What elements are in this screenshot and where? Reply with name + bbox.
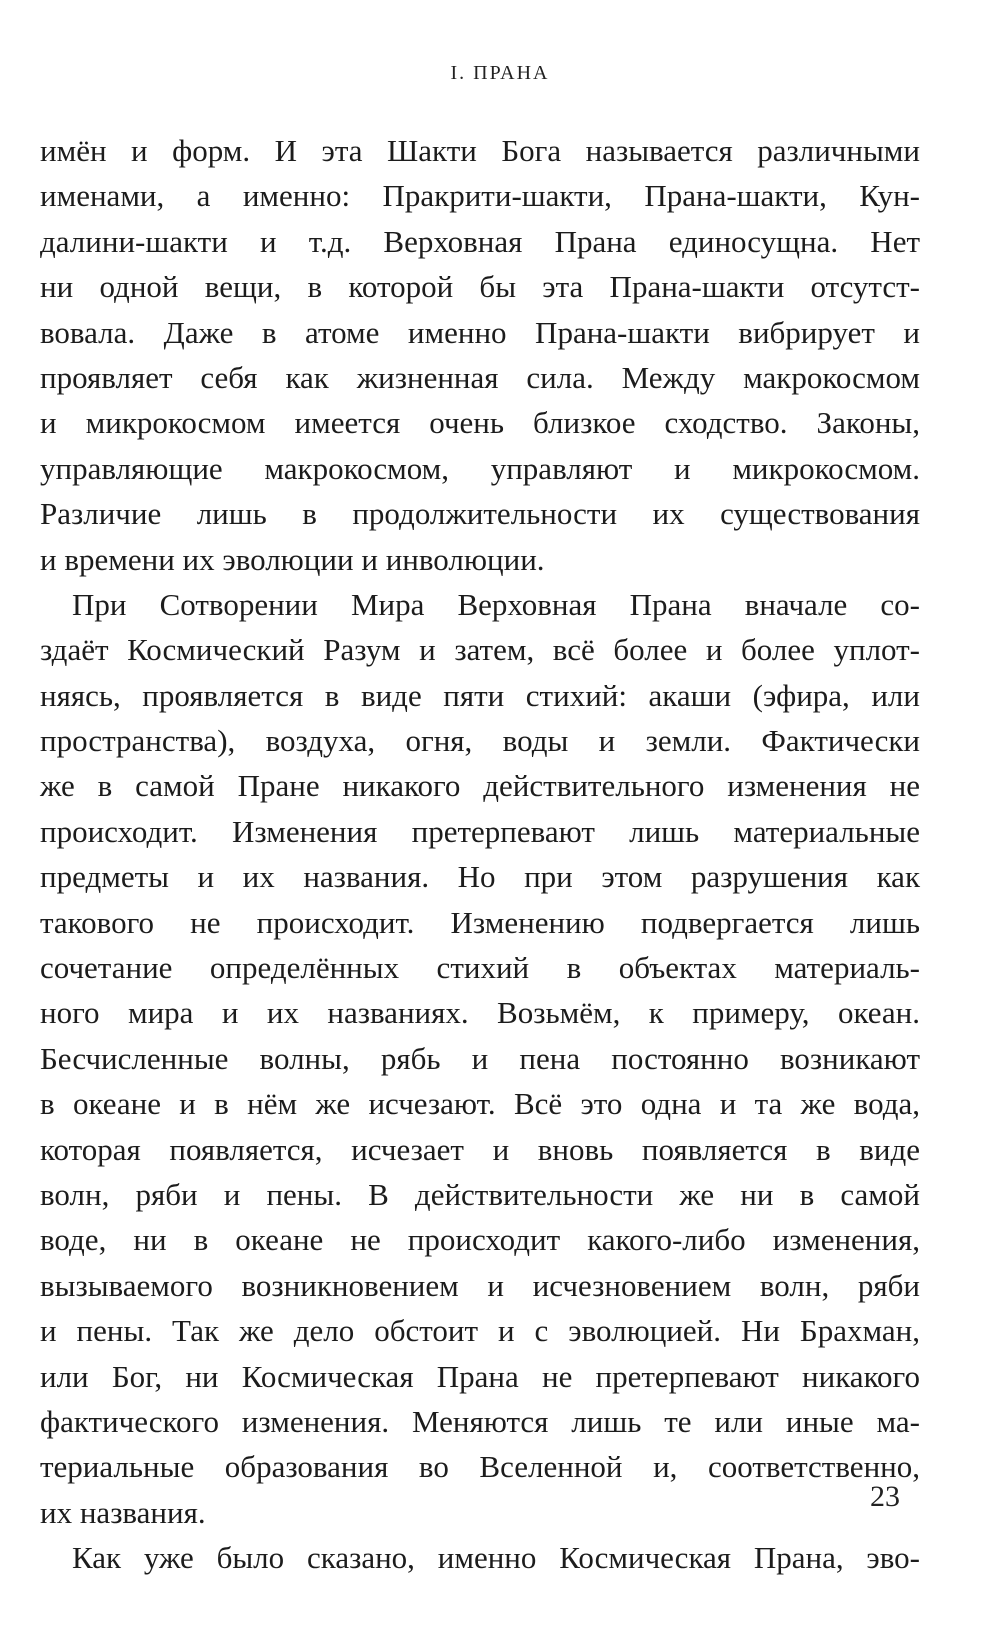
text-line: няясь, проявляется в виде пяти стихий: акаши (эфира, или bbox=[40, 677, 920, 713]
page-number: 23 bbox=[870, 1480, 900, 1513]
text-line: При Сотворении Мира Верховная Прана вначале со- bbox=[72, 586, 920, 622]
text-line: териальные образования во Вселенной и, соответственно, bbox=[40, 1449, 920, 1485]
text-line: же в самой Пране никакого действительного изменения не bbox=[40, 768, 920, 804]
text-line: сочетание определённых стихий в объектах материаль- bbox=[40, 950, 920, 986]
text-line: пространства), воздуха, огня, воды и земли. Фактически bbox=[40, 723, 920, 759]
text-line: вовала. Даже в атоме именно Прана-шакти вибрирует и bbox=[40, 314, 920, 350]
text-line: и пены. Так же дело обстоит и с эволюцией. Ни Брахман, bbox=[40, 1313, 920, 1349]
text-line: происходит. Изменения претерпевают лишь материальные bbox=[40, 813, 920, 849]
text-line: здаёт Космический Разум и затем, всё более и более уплот- bbox=[40, 632, 920, 668]
paragraph-1 bbox=[40, 128, 920, 582]
text-line: далини-шакти и т.д. Верховная Прана единосущна. Нет bbox=[40, 223, 920, 259]
text-line: фактического изменения. Меняются лишь те или иные ма- bbox=[40, 1403, 920, 1439]
text-line: предметы и их названия. Но при этом разрушения как bbox=[40, 859, 920, 895]
paragraph-2 bbox=[40, 582, 920, 1535]
body-text bbox=[40, 128, 920, 1581]
text-line: Различие лишь в продолжительности их существования bbox=[40, 496, 920, 532]
paragraph-3 bbox=[40, 1535, 920, 1580]
text-line: Как уже было сказано, именно Космическая Прана, эво- bbox=[72, 1540, 920, 1576]
text-line: волн, ряби и пены. В действительности же ни в самой bbox=[40, 1176, 920, 1212]
text-line: и времени их эволюции и инволюции. bbox=[40, 541, 545, 577]
text-line: воде, ни в океане не происходит какого-либо изменения, bbox=[40, 1222, 920, 1258]
text-line: в океане и в нём же исчезают. Всё это одна и та же вода, bbox=[40, 1086, 920, 1122]
text-line: именами, а именно: Пракрити-шакти, Прана-шакти, Кун- bbox=[40, 178, 920, 214]
text-line: Бесчисленные волны, рябь и пена постоянно возникают bbox=[40, 1040, 920, 1076]
text-line: ного мира и их названиях. Возьмём, к примеру, океан. bbox=[40, 995, 920, 1031]
running-head: I. ПРАНА bbox=[450, 62, 550, 84]
text-line: их названия. bbox=[40, 1494, 206, 1530]
text-line: которая появляется, исчезает и вновь появляется в виде bbox=[40, 1131, 920, 1167]
text-line: ни одной вещи, в которой бы эта Прана-шакти отсутст- bbox=[40, 269, 920, 305]
text-line: проявляет себя как жизненная сила. Между макрокосмом bbox=[40, 359, 920, 395]
text-line: управляющие макрокосмом, управляют и микрокосмом. bbox=[40, 450, 920, 486]
text-line: вызываемого возникновением и исчезновением волн, ряби bbox=[40, 1267, 920, 1303]
text-line: имён и форм. И эта Шакти Бога называется различными bbox=[40, 133, 920, 168]
text-line: и микрокосмом имеется очень близкое сходство. Законы, bbox=[40, 405, 920, 441]
text-line: или Бог, ни Космическая Прана не претерпевают никакого bbox=[40, 1358, 920, 1394]
text-line: такового не происходит. Изменению подвергается лишь bbox=[40, 904, 920, 940]
